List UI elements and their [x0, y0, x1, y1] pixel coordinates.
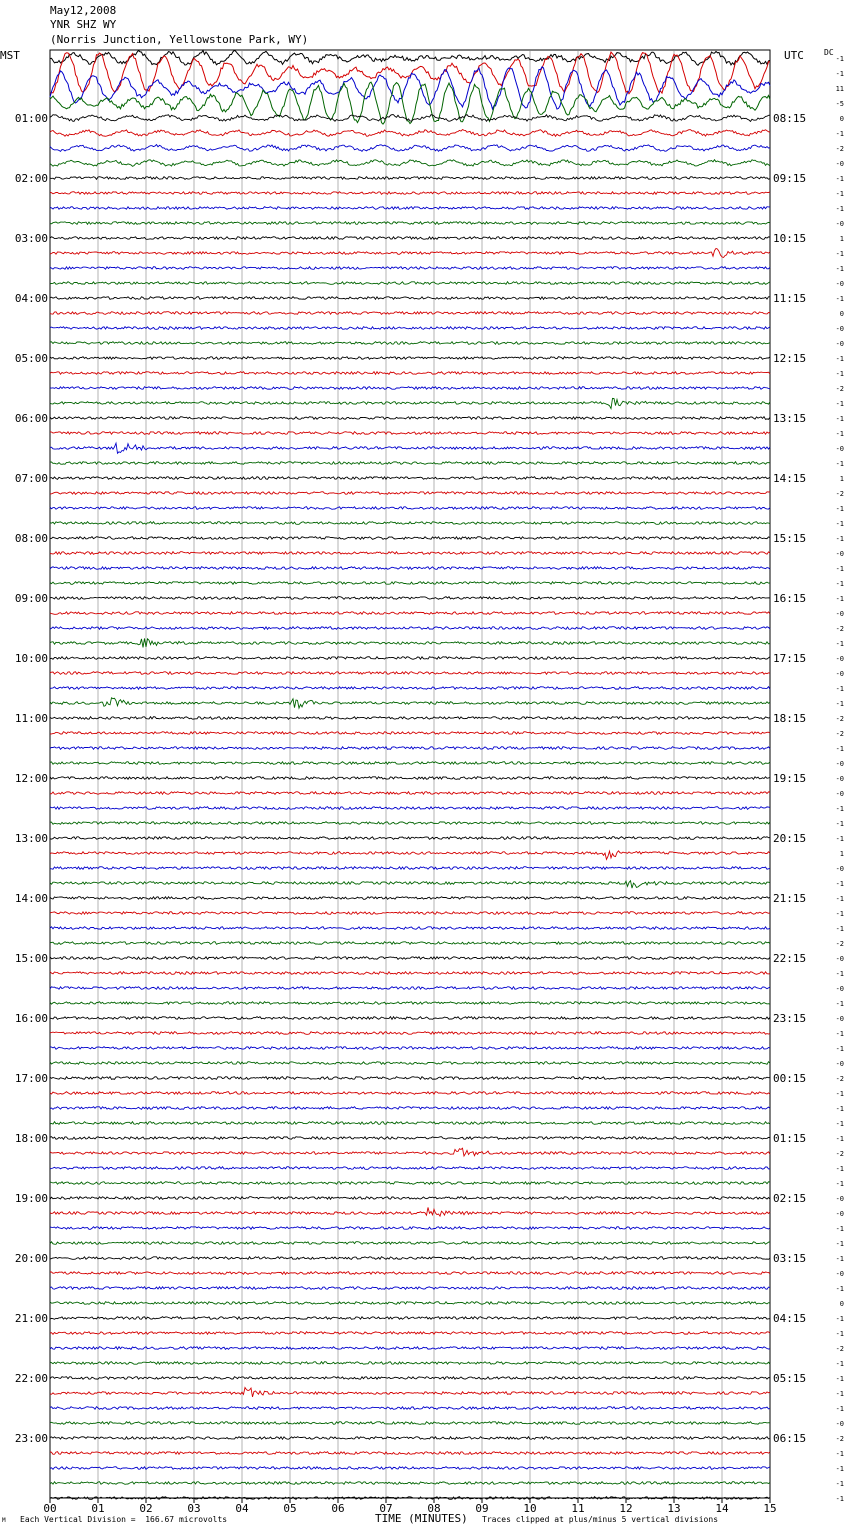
trace-row-10-blue [50, 207, 770, 210]
trace-row-54-blue [50, 867, 770, 870]
trace-row-55-green [50, 881, 770, 888]
dc-offset-value: -1 [835, 520, 844, 528]
trace-row-66-blue [50, 1047, 770, 1050]
dc-offset-value: -1 [835, 265, 844, 273]
dc-offset-value: -0 [835, 775, 844, 783]
mst-label: MST [0, 49, 20, 62]
dc-offset-value: -1 [835, 1285, 844, 1293]
left-hour-label: 22:00 [14, 1372, 48, 1385]
trace-row-64-black [50, 1017, 770, 1020]
right-hour-label: 21:15 [773, 892, 807, 905]
trace-row-19-green [50, 342, 770, 345]
right-hour-label: 12:15 [773, 352, 807, 365]
dc-offset-value: -1 [835, 910, 844, 918]
dc-offset-value: -1 [835, 805, 844, 813]
trace-row-34-blue [50, 567, 770, 570]
right-hour-label: 09:15 [773, 172, 807, 185]
left-hour-label: 13:00 [14, 832, 48, 845]
right-hour-label: 05:15 [773, 1372, 807, 1385]
trace-row-41-red [50, 672, 770, 675]
left-hour-label: 10:00 [14, 652, 48, 665]
header-location: (Norris Junction, Yellowstone Park, WY) [50, 33, 309, 46]
dc-offset-value: -2 [835, 1345, 844, 1353]
trace-row-72-black [50, 1137, 770, 1140]
trace-row-76-black [50, 1197, 770, 1200]
x-tick-label-15: 15 [763, 1502, 777, 1515]
dc-offset-value: -1 [835, 1120, 844, 1128]
trace-row-25-red [50, 432, 770, 435]
dc-offset-value: -2 [835, 385, 844, 393]
trace-row-13-red [50, 248, 770, 257]
dc-offset-value: -0 [835, 1060, 844, 1068]
left-hour-label: 23:00 [14, 1432, 48, 1445]
dc-offset-value: -1 [835, 820, 844, 828]
trace-row-27-green [50, 462, 770, 465]
x-tick-label-09: 09 [475, 1502, 489, 1515]
trace-row-84-black [50, 1317, 770, 1320]
x-tick-label-07: 07 [379, 1502, 393, 1515]
trace-row-39-green [50, 639, 770, 648]
trace-row-26-blue [50, 443, 770, 453]
trace-row-23-green [50, 398, 770, 408]
dc-offset-value: -1 [835, 535, 844, 543]
utc-label: UTC [784, 49, 804, 62]
dc-offset-value: -1 [835, 700, 844, 708]
trace-row-85-red [50, 1332, 770, 1335]
dc-offset-value: -0 [835, 610, 844, 618]
x-tick-label-13: 13 [667, 1502, 681, 1515]
dc-offset-value: -0 [835, 1270, 844, 1278]
trace-row-87-green [50, 1362, 770, 1365]
dc-offset-value: -1 [835, 505, 844, 513]
dc-offset-value: -0 [835, 340, 844, 348]
dc-offset-value: -1 [835, 415, 844, 423]
trace-row-37-red [50, 612, 770, 615]
left-hour-label: 19:00 [14, 1192, 48, 1205]
trace-row-14-blue [50, 267, 770, 270]
trace-row-73-red [50, 1148, 770, 1156]
trace-row-21-red [50, 372, 770, 375]
right-hour-label: 00:15 [773, 1072, 807, 1085]
left-hour-label: 04:00 [14, 292, 48, 305]
dc-offset-value: -0 [835, 1420, 844, 1428]
trace-row-89-red [50, 1388, 770, 1397]
right-hour-label: 20:15 [773, 832, 807, 845]
trace-row-45-red [50, 732, 770, 735]
trace-row-86-blue [50, 1347, 770, 1350]
right-hour-label: 14:15 [773, 472, 807, 485]
dc-offset-value: -1 [835, 70, 844, 78]
trace-row-81-red [50, 1272, 770, 1275]
trace-row-42-blue [50, 687, 770, 690]
dc-offset-value: -0 [835, 280, 844, 288]
trace-row-79-green [50, 1242, 770, 1245]
trace-row-61-red [50, 972, 770, 975]
right-hour-label: 23:15 [773, 1012, 807, 1025]
x-tick-label-11: 11 [571, 1502, 585, 1515]
trace-row-48-black [50, 777, 770, 780]
dc-offset-value: -2 [835, 730, 844, 738]
dc-offset-value: -1 [835, 355, 844, 363]
trace-row-95-green [50, 1482, 770, 1485]
left-hour-label: 17:00 [14, 1072, 48, 1085]
dc-offset-value: -0 [835, 985, 844, 993]
trace-row-12-black [50, 237, 770, 240]
dc-offset-value: -1 [835, 1225, 844, 1233]
dc-offset-value: -0 [835, 790, 844, 798]
left-hour-label: 18:00 [14, 1132, 48, 1145]
right-hour-label: 02:15 [773, 1192, 807, 1205]
corner-mark: M [2, 1517, 6, 1524]
dc-offset-value: -2 [835, 1075, 844, 1083]
right-hour-label: 16:15 [773, 592, 807, 605]
dc-offset-value: -1 [835, 205, 844, 213]
right-hour-label: 13:15 [773, 412, 807, 425]
clip-note: Traces clipped at plus/minus 5 vertical divisions [482, 1515, 719, 1524]
left-hour-label: 12:00 [14, 772, 48, 785]
x-tick-label-03: 03 [187, 1502, 201, 1515]
dc-offset-value: 1 [839, 850, 844, 858]
left-hour-labels [15, 112, 48, 1445]
trace-row-80-black [50, 1257, 770, 1260]
trace-row-2-blue [50, 67, 770, 109]
dc-offset-value: -2 [835, 145, 844, 153]
trace-row-32-black [50, 537, 770, 540]
dc-offset-value: -0 [835, 325, 844, 333]
dc-offset-value: -1 [835, 565, 844, 573]
dc-offset-value: -1 [835, 430, 844, 438]
dc-offset-value: -0 [835, 655, 844, 663]
dc-offset-value: -1 [835, 1240, 844, 1248]
trace-row-4-black [50, 115, 770, 122]
dc-offset-value: -0 [835, 1015, 844, 1023]
dc-offset-value: -0 [835, 550, 844, 558]
dc-offset-value: -2 [835, 1150, 844, 1158]
trace-row-70-blue [50, 1107, 770, 1110]
trace-row-75-green [50, 1182, 770, 1185]
left-hour-label: 14:00 [14, 892, 48, 905]
right-hour-labels [773, 112, 806, 1445]
trace-row-24-black [50, 417, 770, 420]
left-hour-label: 08:00 [14, 532, 48, 545]
dc-offset-value: -1 [835, 190, 844, 198]
trace-row-40-black [50, 657, 770, 660]
dc-offset-value: -1 [835, 595, 844, 603]
trace-row-31-green [50, 522, 770, 525]
trace-row-43-green [50, 698, 770, 708]
trace-row-46-blue [50, 747, 770, 750]
trace-row-49-red [50, 792, 770, 795]
dc-offset-value: -0 [835, 160, 844, 168]
left-hour-label: 09:00 [14, 592, 48, 605]
right-hour-label: 03:15 [773, 1252, 807, 1265]
dc-offset-value: -1 [835, 295, 844, 303]
dc-offset-value: -1 [835, 1090, 844, 1098]
trace-row-68-black [50, 1077, 770, 1080]
trace-row-16-black [50, 297, 770, 300]
dc-offset-labels [836, 55, 844, 1503]
x-tick-label-06: 06 [331, 1502, 345, 1515]
right-hour-label: 01:15 [773, 1132, 807, 1145]
dc-offset-value: -1 [835, 1480, 844, 1488]
right-hour-label: 04:15 [773, 1312, 807, 1325]
right-hour-label: 18:15 [773, 712, 807, 725]
trace-row-18-blue [50, 327, 770, 330]
trace-row-60-black [50, 957, 770, 960]
trace-row-6-blue [50, 145, 770, 152]
dc-offset-value: -1 [835, 895, 844, 903]
trace-row-90-blue [50, 1407, 770, 1410]
trace-row-77-red [50, 1207, 770, 1216]
dc-offset-value: 1 [839, 475, 844, 483]
trace-row-51-green [50, 822, 770, 825]
trace-row-30-blue [50, 507, 770, 510]
trace-row-20-black [50, 357, 770, 360]
dc-label: DC [824, 48, 834, 57]
trace-row-91-green [50, 1422, 770, 1425]
trace-row-11-green [50, 222, 770, 225]
dc-offset-value: -1 [835, 1135, 844, 1143]
dc-offset-value: -1 [835, 175, 844, 183]
dc-offset-value: -2 [835, 1435, 844, 1443]
dc-offset-value: -1 [835, 925, 844, 933]
dc-offset-value: -1 [835, 745, 844, 753]
trace-row-58-blue [50, 927, 770, 930]
left-hour-label: 01:00 [14, 112, 48, 125]
trace-row-78-blue [50, 1227, 770, 1230]
dc-offset-value: -1 [835, 1165, 844, 1173]
dc-offset-value: -1 [835, 460, 844, 468]
right-hour-label: 19:15 [773, 772, 807, 785]
dc-offset-value: -1 [835, 130, 844, 138]
x-tick-label-02: 02 [139, 1502, 153, 1515]
trace-row-67-green [50, 1062, 770, 1065]
dc-offset-value: -1 [835, 1390, 844, 1398]
trace-row-50-blue [50, 807, 770, 810]
dc-offset-value: -1 [835, 685, 844, 693]
trace-row-9-red [50, 192, 770, 195]
dc-offset-value: -1 [835, 1375, 844, 1383]
scale-note: Each Vertical Division = 166.67 microvolts [20, 1515, 228, 1524]
dc-offset-value: 0 [839, 115, 844, 123]
trace-row-38-blue [50, 627, 770, 630]
dc-offset-value: -2 [835, 715, 844, 723]
left-hour-label: 07:00 [14, 472, 48, 485]
left-hour-label: 21:00 [14, 1312, 48, 1325]
left-hour-label: 15:00 [14, 952, 48, 965]
trace-row-22-blue [50, 387, 770, 390]
trace-row-44-black [50, 717, 770, 720]
trace-row-74-blue [50, 1167, 770, 1170]
trace-row-47-green [50, 762, 770, 765]
left-hour-label: 06:00 [14, 412, 48, 425]
left-hour-label: 05:00 [14, 352, 48, 365]
trace-row-57-red [50, 912, 770, 915]
x-tick-label-01: 01 [91, 1502, 105, 1515]
trace-row-53-red [50, 851, 770, 860]
trace-row-36-black [50, 597, 770, 600]
dc-offset-value: -0 [835, 670, 844, 678]
dc-offset-value: -5 [835, 100, 844, 108]
right-hour-label: 06:15 [773, 1432, 807, 1445]
left-hour-label: 11:00 [14, 712, 48, 725]
trace-row-82-blue [50, 1287, 770, 1290]
right-hour-label: 15:15 [773, 532, 807, 545]
x-tick-label-04: 04 [235, 1502, 249, 1515]
dc-offset-value: -0 [835, 1210, 844, 1218]
left-hour-label: 03:00 [14, 232, 48, 245]
dc-offset-value: -0 [835, 220, 844, 228]
trace-row-29-red [50, 492, 770, 495]
dc-offset-value: -1 [835, 1315, 844, 1323]
dc-offset-value: -1 [835, 1105, 844, 1113]
seismic-traces [50, 50, 770, 1499]
dc-offset-value: -1 [835, 1450, 844, 1458]
trace-row-17-red [50, 312, 770, 315]
trace-row-33-red [50, 552, 770, 555]
trace-row-5-red [50, 130, 770, 137]
left-hour-label: 02:00 [14, 172, 48, 185]
header-date: May12,2008 [50, 4, 117, 17]
trace-row-7-green [50, 160, 770, 167]
dc-offset-value: -1 [835, 370, 844, 378]
dc-offset-value: -1 [835, 970, 844, 978]
trace-row-92-black [50, 1437, 770, 1440]
trace-row-62-blue [50, 987, 770, 990]
left-hour-label: 20:00 [14, 1252, 48, 1265]
dc-offset-value: -1 [835, 1255, 844, 1263]
trace-row-35-green [50, 582, 770, 585]
x-tick-label-00: 00 [43, 1502, 57, 1515]
trace-row-15-green [50, 282, 770, 285]
left-hour-label: 16:00 [14, 1012, 48, 1025]
right-hour-label: 22:15 [773, 952, 807, 965]
trace-row-65-red [50, 1032, 770, 1035]
trace-row-59-green [50, 942, 770, 945]
dc-offset-value: -1 [835, 400, 844, 408]
trace-row-93-red [50, 1452, 770, 1455]
x-tick-label-14: 14 [715, 1502, 729, 1515]
x-tick-label-10: 10 [523, 1502, 537, 1515]
trace-row-63-green [50, 1002, 770, 1005]
dc-offset-value: -2 [835, 490, 844, 498]
dc-offset-value: -1 [835, 1000, 844, 1008]
trace-row-56-black [50, 897, 770, 900]
dc-offset-value: -0 [835, 1195, 844, 1203]
dc-offset-value: -1 [835, 1045, 844, 1053]
dc-offset-value: -1 [835, 1030, 844, 1038]
dc-offset-value: -1 [835, 835, 844, 843]
x-tick-label-08: 08 [427, 1502, 441, 1515]
trace-row-71-green [50, 1122, 770, 1125]
dc-offset-value: -1 [835, 640, 844, 648]
dc-offset-value: -1 [835, 1360, 844, 1368]
right-hour-label: 11:15 [773, 292, 807, 305]
dc-offset-value: -0 [835, 955, 844, 963]
x-tick-label-05: 05 [283, 1502, 297, 1515]
trace-row-88-black [50, 1377, 770, 1380]
trace-row-52-black [50, 837, 770, 840]
dc-offset-value: -1 [835, 1180, 844, 1188]
right-hour-label: 10:15 [773, 232, 807, 245]
dc-offset-value: -1 [835, 880, 844, 888]
dc-offset-value: 1 [839, 235, 844, 243]
dc-offset-value: -2 [835, 940, 844, 948]
trace-row-8-black [50, 177, 770, 180]
x-tick-label-12: 12 [619, 1502, 633, 1515]
header-station: YNR SHZ WY [50, 18, 117, 31]
right-hour-label: 17:15 [773, 652, 807, 665]
right-hour-label: 08:15 [773, 112, 807, 125]
trace-row-83-green [50, 1302, 770, 1305]
dc-offset-value: 11 [835, 85, 844, 93]
dc-offset-value: -0 [835, 445, 844, 453]
dc-offset-value: -1 [835, 250, 844, 258]
dc-offset-value: -1 [835, 1465, 844, 1473]
trace-row-94-blue [50, 1467, 770, 1470]
dc-offset-value: -1 [835, 1330, 844, 1338]
dc-offset-value: 0 [839, 310, 844, 318]
dc-offset-value: -1 [835, 1405, 844, 1413]
trace-row-69-red [50, 1092, 770, 1095]
dc-offset-value: -0 [835, 865, 844, 873]
x-axis-title: TIME (MINUTES) [375, 1512, 468, 1525]
dc-offset-value: -1 [835, 55, 844, 63]
dc-offset-value: -0 [835, 760, 844, 768]
dc-offset-value: -1 [835, 1495, 844, 1503]
dc-offset-value: -1 [835, 580, 844, 588]
dc-offset-value: -2 [835, 625, 844, 633]
trace-row-28-black [50, 477, 770, 480]
dc-offset-value: 0 [839, 1300, 844, 1308]
